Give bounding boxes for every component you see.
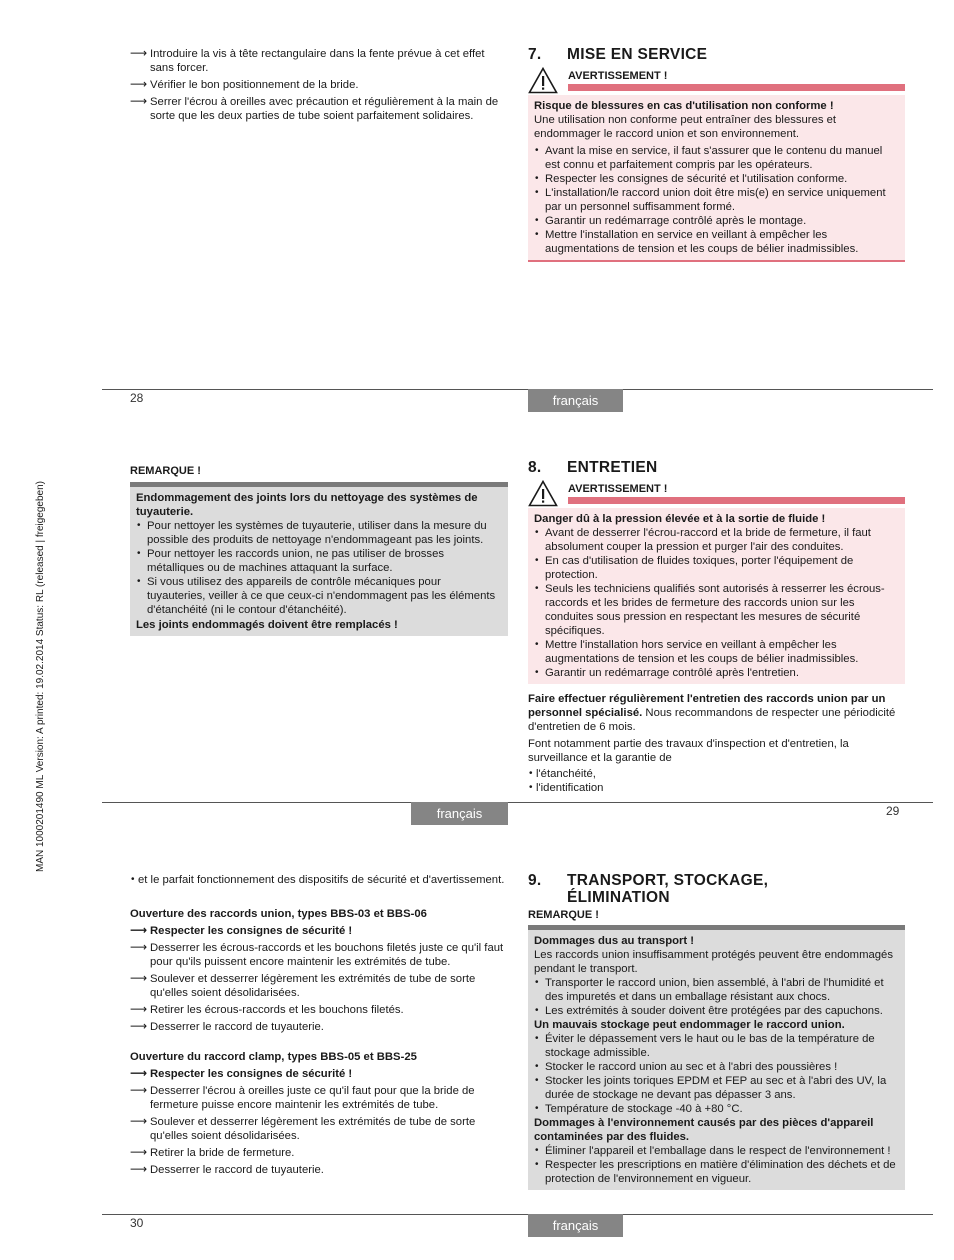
page29-left-column [130,464,508,636]
step-item: ⟶ Respecter les consignes de sécurité ! [130,1067,508,1081]
warning-title: Danger dû à la pression élevée et à la sortie de fluide ! [534,513,826,525]
warning-title: Risque de blessures en cas d'utilisation non conforme ! [534,100,834,112]
list-item: • Seuls les techniciens qualifiés sont autorisés à resserrer les écrous-raccords et les brides de fermeture des raccords union sur les conduites sous pression en respectant les mesures de sécurité spécifiques. [534,582,899,638]
section-title: ENTRETIEN [567,459,658,476]
language-tab: français [528,1214,623,1237]
list-item: • Pour nettoyer les systèmes de tuyauterie, utiliser dans la mesure du possible des produits de nettoyage n'endommageant pas les joints. [136,519,502,547]
maintenance-paragraph-bold: Faire effectuer régulièrement l'entretien des raccords union par un personnel spécialisé. [528,693,886,719]
warning-box [528,508,905,684]
step-item: ⟶ Soulever et desserrer légèrement les extrémités de tube de sorte qu'elles soient désolidarisées. [130,1115,508,1143]
document-metadata-sidebar: MAN 1000201490 ML Version: A printed: 19.02.2014 Status: RL (released | freigegeben) [35,480,46,872]
step-item: ⟶ Vérifier le bon positionnement de la bride. [130,78,508,92]
note-label: REMARQUE ! [130,465,201,477]
note-label: REMARQUE ! [528,909,599,921]
list-item: • Les extrémités à souder doivent être protégées par des capuchons. [534,1004,899,1018]
page28-right-column [528,46,905,262]
list-item: • l'étanchéité, [528,767,905,781]
note-box [130,487,508,636]
step-item: ⟶ Serrer l'écrou à oreilles avec précaution et régulièrement à la main de sorte que les deux parties de tube soient parfaitement solidaires. [130,95,508,123]
page30-right-column [528,872,905,1190]
section-number: 9. [528,872,542,889]
list-item: • Si vous utilisez des appareils de contrôle mécaniques pour tuyauteries, veiller à ce que ceux-ci n'endommagent pas les éléments d'étanchéité (ni le contour d'étanchéité). [136,575,502,617]
note-footer: Les joints endommagés doivent être remplacés ! [136,619,398,631]
list-item: • Garantir un redémarrage contrôlé après le montage. [534,214,899,228]
maintenance-paragraph [528,692,905,734]
warning-bar [568,497,905,504]
note-title: Dommages dus au transport ! [534,935,695,947]
warning-box [528,95,905,262]
note-list-transport [534,976,899,1018]
warning-bar [568,84,905,91]
section-title-line2: ÉLIMINATION [567,889,670,906]
step-item: ⟶ Desserrer l'écrou à oreilles juste ce qu'il faut pour que la bride de fermeture puisse encore maintenir les extrémités de tube. [130,1084,508,1112]
section-heading-8 [528,459,905,476]
list-item: • En cas d'utilisation de fluides toxiques, porter l'équipement de protection. [534,554,899,582]
list-item: • Mettre l'installation en service en veillant à empêcher les augmentations de tension et les coups de bélier inadmissibles. [534,228,899,256]
step-item: ⟶ Respecter les consignes de sécurité ! [130,924,508,938]
page-number: 29 [886,804,900,818]
list-item: • Mettre l'installation hors service en veillant à empêcher les augmentations de tension et les coups de bélier inadmissibles. [534,638,899,666]
note-list-storage [534,1032,899,1116]
page29-footer-rule [102,802,933,803]
step-item: ⟶ Desserrer les écrous-raccords et les bouchons filetés juste ce qu'il faut pour qu'ils puissent encore maintenir les extrémités de tube. [130,941,508,969]
warning-list [534,526,899,680]
note-list [136,519,502,617]
note-title: Dommages à l'environnement causés par des pièces d'appareil contaminées par des fluides. [534,1117,874,1143]
step-item: ⟶ Desserrer le raccord de tuyauterie. [130,1020,508,1034]
steps-bbs05 [130,1067,508,1177]
page-number: 28 [130,391,144,405]
warning-triangle-icon [528,67,558,94]
list-item: • Transporter le raccord union, bien assemblé, à l'abri de l'humidité et des impuretés et dans un emballage résistant aux chocs. [534,976,899,1004]
page-number: 30 [130,1216,144,1230]
page30-footer-rule [102,1214,933,1215]
list-item: • et le parfait fonctionnement des dispositifs de sécurité et d'avertissement. [130,873,508,887]
note-list-disposal [534,1144,899,1186]
step-item: ⟶ Retirer les écrous-raccords et les bouchons filetés. [130,1003,508,1017]
section-number: 8. [528,459,542,476]
page28-steps [130,47,508,123]
step-item: ⟶ Retirer la bride de fermeture. [130,1146,508,1160]
list-item: • Garantir un redémarrage contrôlé après l'entretien. [534,666,899,680]
list-item: • Température de stockage -40 à +80 °C. [534,1102,899,1116]
list-item: • Stocker les joints toriques EPDM et FEP au sec et à l'abri des UV, la durée de stockage ne devant pas dépasser 3 ans. [534,1074,899,1102]
warning-list [534,144,899,256]
list-item: • Pour nettoyer les raccords union, ne pas utiliser de brosses métalliques ou de machines attaquant la surface. [136,547,502,575]
continued-list [130,873,508,887]
list-item: • l'identification [528,781,905,795]
subsection-title-bbs05: Ouverture du raccord clamp, types BBS-05 et BBS-25 [130,1051,417,1063]
maintenance-paragraph-rest: Nous recommandons de respecter une périodicité d'entretien de 6 mois. [528,707,896,733]
subsection-title-bbs03: Ouverture des raccords union, types BBS-03 et BBS-06 [130,908,427,920]
section-number: 7. [528,46,542,63]
note-box [528,930,905,1190]
warning-intro: Une utilisation non conforme peut entraîner des blessures et endommager le raccord union et son environnement. [534,114,837,140]
list-item: • L'installation/le raccord union doit être mis(e) en service uniquement par un personnel suffisamment formé. [534,186,899,214]
page29-right-column [528,459,905,795]
section-title: MISE EN SERVICE [567,46,708,63]
list-item: • Éviter le dépassement vers le haut ou le bas de la température de stockage admissible. [534,1032,899,1060]
step-item: ⟶ Soulever et desserrer légèrement les extrémités de tube de sorte qu'elles soient désolidarisées. [130,972,508,1000]
warning-label: AVERTISSEMENT ! [568,70,668,82]
language-tab: français [411,802,508,825]
page30-left-column [130,873,508,1180]
list-item: • Respecter les consignes de sécurité et l'utilisation conforme. [534,172,899,186]
warning-triangle-icon [528,480,558,507]
step-item: ⟶ Introduire la vis à tête rectangulaire dans la fente prévue à cet effet sans forcer. [130,47,508,75]
note-title: Endommagement des joints lors du nettoyage des systèmes de tuyauterie. [136,492,478,518]
inspection-list [528,767,905,795]
note-title: Un mauvais stockage peut endommager le raccord union. [534,1019,845,1031]
page28-left-column [130,47,508,126]
page28-footer-rule [102,389,933,390]
language-tab: français [528,389,623,412]
list-item: • Avant de desserrer l'écrou-raccord et la bride de fermeture, il faut absolument couper la pression et purger l'air des conduites. [534,526,899,554]
list-item: • Respecter les prescriptions en matière d'élimination des déchets et de protection de l'environnement en vigueur. [534,1158,899,1186]
section-title-line1: TRANSPORT, STOCKAGE, [567,872,769,889]
warning-header [528,480,905,508]
list-item: • Avant la mise en service, il faut s'assurer que le contenu du manuel est connu et parfaitement compris par les opérateurs. [534,144,899,172]
warning-header [528,67,905,95]
section-heading-7 [528,46,905,63]
list-item: • Éliminer l'appareil et l'emballage dans le respect de l'environnement ! [534,1144,899,1158]
section-heading-9 [528,872,905,906]
steps-bbs03 [130,924,508,1034]
note-intro: Les raccords union insuffisamment protégés peuvent être endommagés pendant le transport. [534,949,893,975]
step-item: ⟶ Desserrer le raccord de tuyauterie. [130,1163,508,1177]
warning-label: AVERTISSEMENT ! [568,483,668,495]
list-item: • Stocker le raccord union au sec et à l'abri des poussières ! [534,1060,899,1074]
inspection-paragraph: Font notamment partie des travaux d'inspection et d'entretien, la surveillance et la garantie de [528,738,849,764]
